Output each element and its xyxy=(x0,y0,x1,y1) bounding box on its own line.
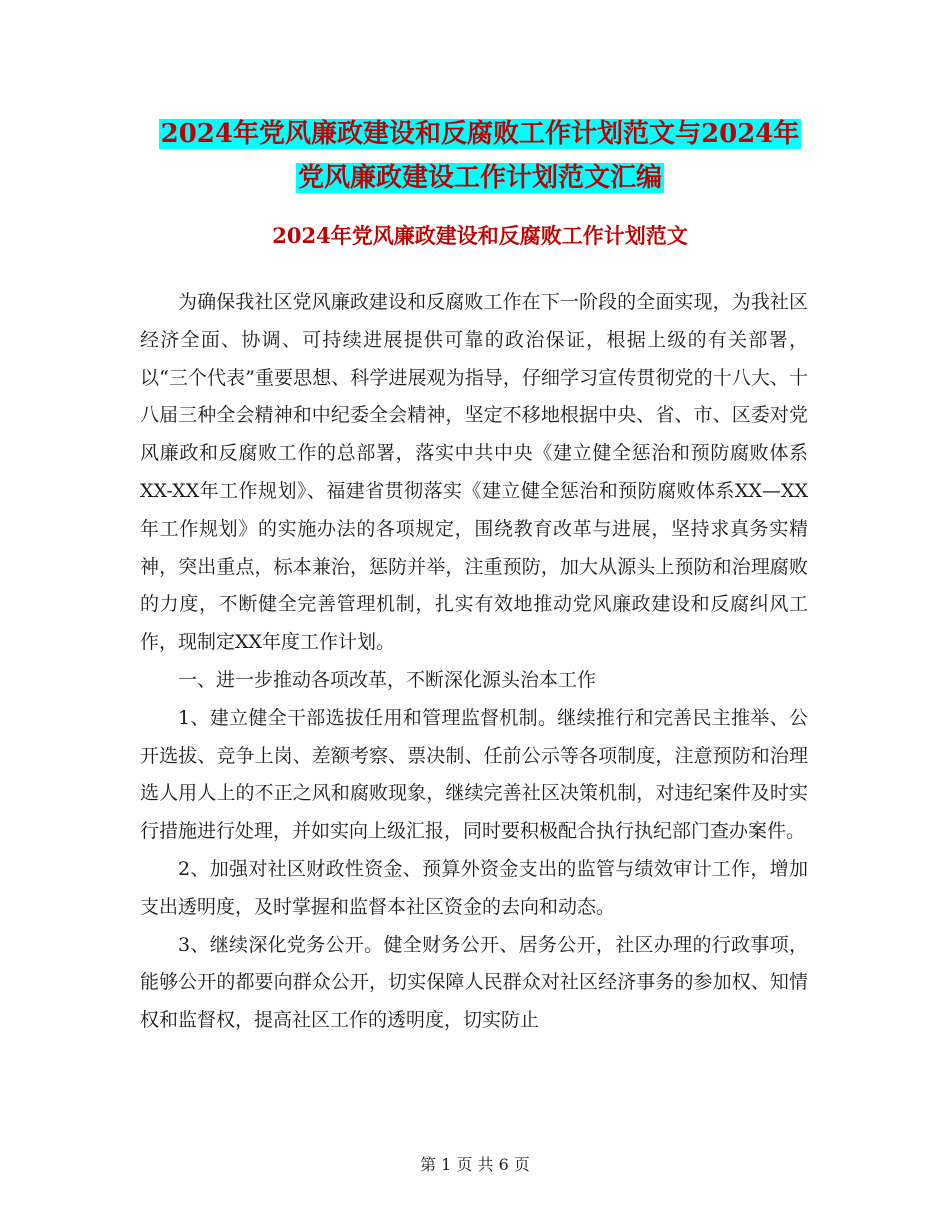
paragraph-item-3: 3、继续深化党务公开。健全财务公开、居务公开，社区办理的行政事项，能够公开的都要向群众公开，切实保障人民群众对社区经济事务的参加权、知情权和监督权，提高社区工作的透明度，切实防止 xyxy=(140,933,808,1032)
paragraph-item-2: 2、加强对社区财政性资金、预算外资金支出的监管与绩效审计工作，增加支出透明度，及时掌握和监督本社区资金的去向和动态。 xyxy=(140,857,808,918)
title-line-1: 2024年党风廉政建设和反腐败工作计划范文与2024年 xyxy=(160,119,800,149)
section-title: 2024年党风廉政建设和反腐败工作计划范文 xyxy=(272,223,688,248)
paragraph-heading-1: 一、进一步推动各项改革，不断深化源头治本工作 xyxy=(178,668,597,691)
document-title xyxy=(140,112,820,200)
title-line-2: 党风廉政建设工作计划范文汇编 xyxy=(297,163,662,193)
page-footer: 第 1 页 共 6 页 xyxy=(420,1155,530,1174)
paragraph-intro: 为确保我社区党风廉政建设和反腐败工作在下一阶段的全面实现，为我社区经济全面、协调、可持续进展提供可靠的政治保证，根据上级的有关部署，以“三个代表”重要思想、科学进展观为指导，仔细学习宣传贯彻党的十八大、十八届三种全会精神和中纪委全会精神，坚定不移地根据中央、省、市、区委对党风廉政和反腐败工作的总部署，落实中共中央《建立健全惩治和预防腐败体系XX-XX年工作规划》、福建省贯彻落实《建立健全惩治和预防腐败体系XX—XX年工作规划》的实施办法的各项规定，围绕教育改革与进展，坚持求真务实精神，突出重点，标本兼治，惩防并举，注重预防，加大从源头上预防和治理腐败的力度，不断健全完善管理机制，扎实有效地推动党风廉政建设和反腐纠风工作，现制定XX年度工作计划。 xyxy=(140,291,808,654)
document-body xyxy=(140,284,808,1040)
paragraph-item-1: 1、建立健全干部选拔任用和管理监督机制。继续推行和完善民主推举、公开选拔、竞争上岗、差额考察、票决制、任前公示等各项制度，注意预防和治理选人用人上的不正之风和腐败现象，继续完善社区决策机制，对违纪案件及时实行措施进行处理，并如实向上级汇报，同时要积极配合执行执纪部门查办案件。 xyxy=(140,706,808,843)
